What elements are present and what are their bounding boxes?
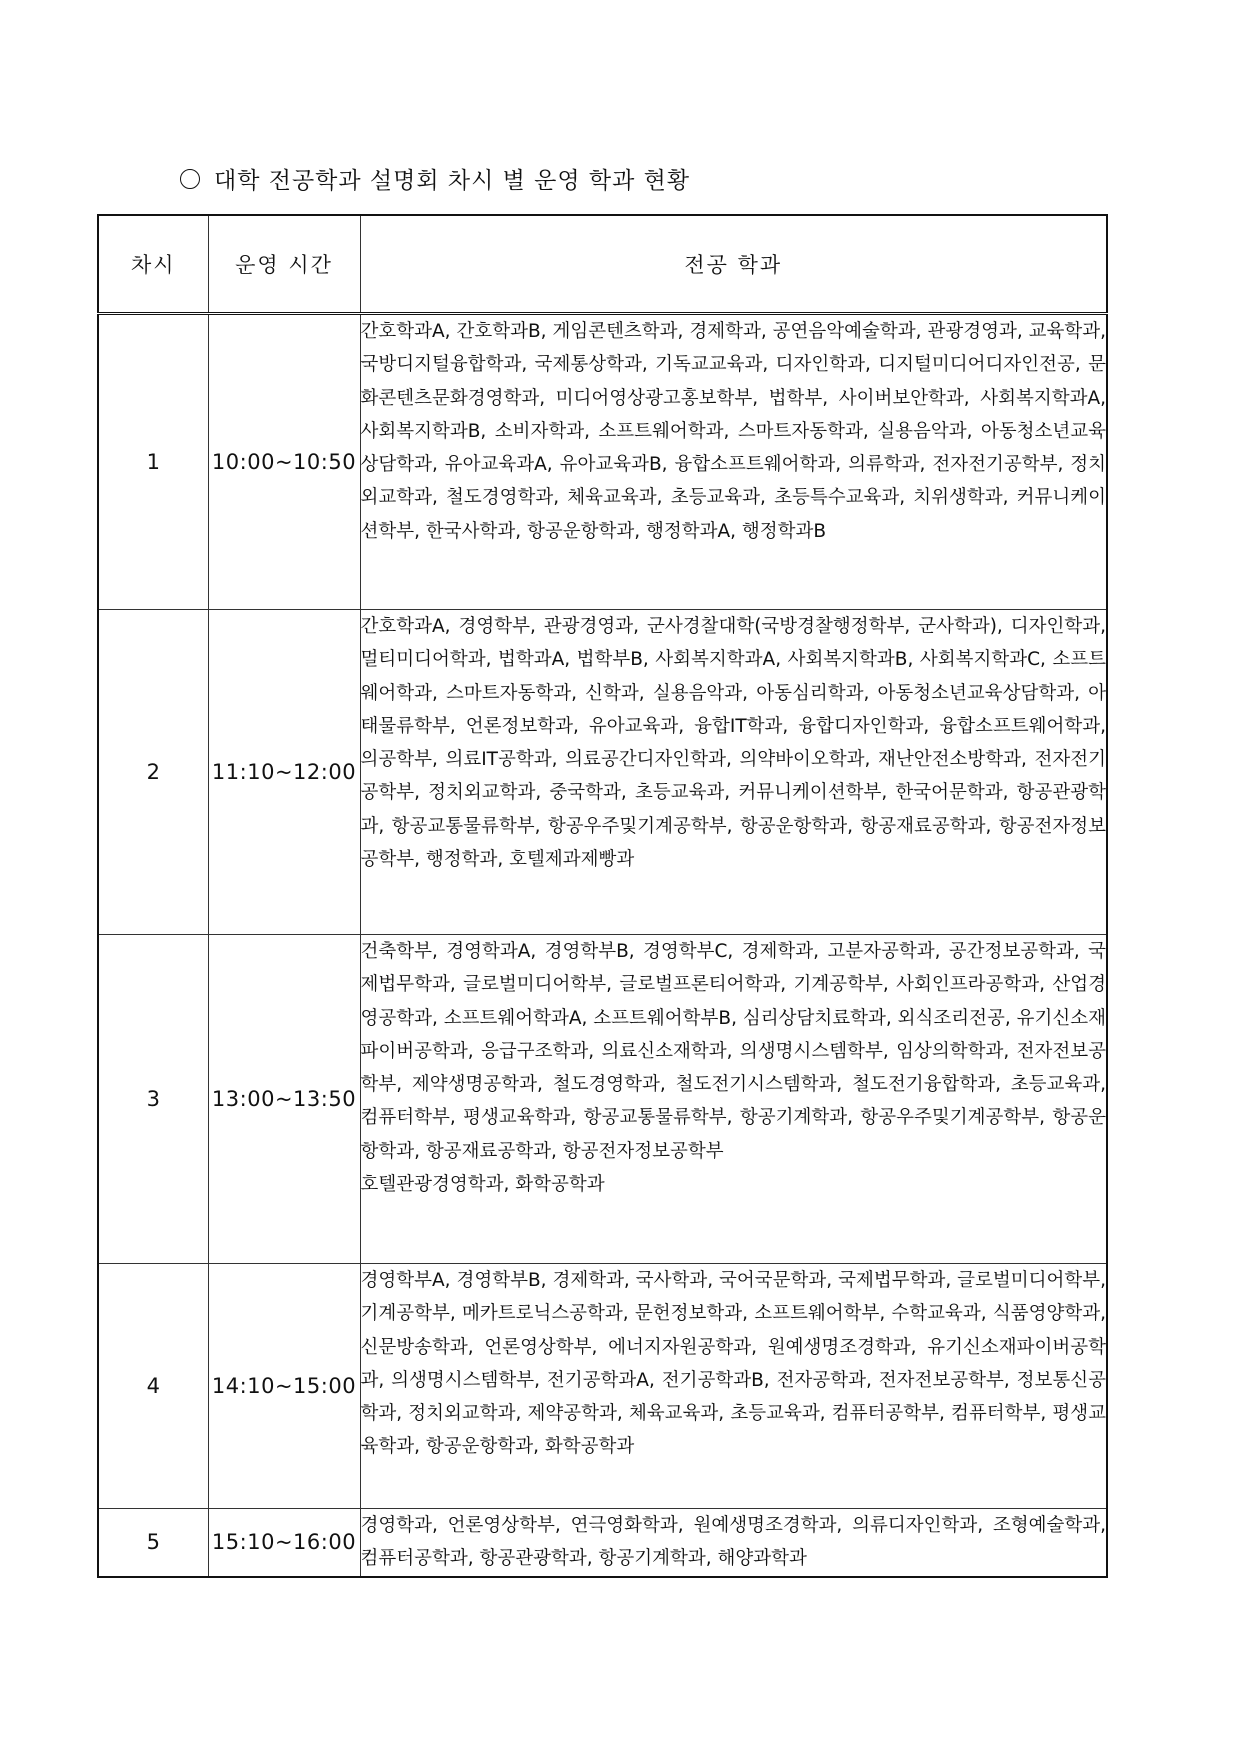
session-number: 5 bbox=[98, 1509, 208, 1577]
majors-cell bbox=[360, 610, 1107, 935]
majors-cell bbox=[360, 1264, 1107, 1509]
majors-list: 간호학과A, 간호학과B, 게임콘텐츠학과, 경제학과, 공연음악예술학과, 관광경영과, 교육학과, 국방디지털융합학과, 국제통상학과, 기독교교육과, 디자인학과, 디지털미디어디자인전공, 문화콘텐츠문화경영학과, 미디어영상광고홍보학부, 법학부, 사이버보안학과, 사회복지학과A, 사회복지학과B, 소비자학과, 소프트웨어학과, 스마트자동학과, 실용음악과, 아동청소년교육상담학과, 유아교육과A, 유아교육과B, 융합소프트웨어학과, 의류학과, 전자전기공학부, 정치외교학과, 철도경영학과, 체육교육과, 초등교육과, 초등특수교육과, 치위생학과, 커뮤니케이션학부, 한국사학과, 항공운항학과, 행정학과A, 행정학과B bbox=[360, 321, 1106, 542]
session-time: 15:10~16:00 bbox=[208, 1509, 360, 1577]
session-time: 11:10~12:00 bbox=[208, 610, 360, 935]
header-time: 운영 시간 bbox=[208, 215, 360, 314]
session-time: 13:00~13:50 bbox=[208, 935, 360, 1264]
table-row bbox=[98, 1264, 1107, 1509]
majors-list: 경영학부A, 경영학부B, 경제학과, 국사학과, 국어국문학과, 국제법무학과, 글로벌미디어학부, 기계공학부, 메카트로닉스공학과, 문헌정보학과, 소프트웨어학부, 수학교육과, 식품영양학과, 신문방송학과, 언론영상학부, 에너지자원공학과, 원예생명조경학과, 유기신소재파이버공학과, 의생명시스템학부, 전기공학과A, 전기공학과B, 전자공학과, 전자전보공학부, 정보통신공학과, 정치외교학과, 제약공학과, 체육교육과, 초등교육과, 컴퓨터공학부, 컴퓨터학부, 평생교육학과, 항공운항학과, 화학공학과 bbox=[360, 1270, 1106, 1458]
majors-cell bbox=[360, 1509, 1107, 1577]
header-majors: 전공 학과 bbox=[360, 215, 1107, 314]
table-row bbox=[98, 1509, 1107, 1577]
session-time: 14:10~15:00 bbox=[208, 1264, 360, 1509]
majors-list: 경영학과, 언론영상학부, 연극영화학과, 원예생명조경학과, 의류디자인학과, 조형예술학과, 컴퓨터공학과, 항공관광학과, 항공기계학과, 해양과학과 bbox=[360, 1515, 1106, 1570]
session-number: 3 bbox=[98, 935, 208, 1264]
majors-list: 간호학과A, 경영학부, 관광경영과, 군사경찰대학(국방경찰행정학부, 군사학과), 디자인학과, 멀티미디어학과, 법학과A, 법학부B, 사회복지학과A, 사회복지학과B, 사회복지학과C, 소프트웨어학과, 스마트자동학과, 신학과, 실용음악과, 아동심리학과, 아동청소년교육상담학과, 아태물류학부, 언론정보학과, 유아교육과, 융합IT학과, 융합디자인학과, 융합소프트웨어학과, 의공학부, 의료IT공학과, 의료공간디자인학과, 의약바이오학과, 재난안전소방학과, 전자전기공학부, 정치외교학과, 중국학과, 초등교육과, 커뮤니케이션학부, 한국어문학과, 항공관광학과, 항공교통물류학부, 항공우주및기계공학부, 항공운항학과, 항공재료공학과, 항공전자정보공학부, 행정학과, 호텔제과제빵과 bbox=[360, 616, 1106, 871]
session-time: 10:00~10:50 bbox=[208, 314, 360, 610]
table-row bbox=[98, 610, 1107, 935]
circle-bullet-icon bbox=[180, 169, 200, 189]
session-number: 4 bbox=[98, 1264, 208, 1509]
session-number: 2 bbox=[98, 610, 208, 935]
table-header-row bbox=[98, 215, 1107, 314]
session-schedule-table bbox=[97, 214, 1108, 1578]
table-row bbox=[98, 935, 1107, 1264]
majors-list: 건축학부, 경영학과A, 경영학부B, 경영학부C, 경제학과, 고분자공학과, 공간정보공학과, 국제법무학과, 글로벌미디어학부, 글로벌프론티어학과, 기계공학부, 사회인프라공학과, 산업경영공학과, 소프트웨어학과A, 소프트웨어학부B, 심리상담치료학과, 외식조리전공, 유기신소재파이버공학과, 응급구조학과, 의료신소재학과, 의생명시스템학부, 임상의학학과, 전자전보공학부, 제약생명공학과, 철도경영학과, 철도전기시스템학과, 철도전기융합학과, 초등교육과, 컴퓨터학부, 평생교육학과, 항공교통물류학부, 항공기계학과, 항공우주및기계공학부, 항공운항학과, 항공재료공학과, 항공전자정보공학부 bbox=[360, 941, 1106, 1162]
table-row bbox=[98, 314, 1107, 610]
page-title bbox=[180, 162, 690, 195]
session-number: 1 bbox=[98, 314, 208, 610]
header-session: 차시 bbox=[98, 215, 208, 314]
page-title-text: 대학 전공학과 설명회 차시 별 운영 학과 현황 bbox=[214, 168, 691, 194]
majors-list-extra: 호텔관광경영학과, 화학공학과 bbox=[360, 1174, 605, 1196]
majors-cell bbox=[360, 935, 1107, 1264]
majors-cell bbox=[360, 314, 1107, 610]
